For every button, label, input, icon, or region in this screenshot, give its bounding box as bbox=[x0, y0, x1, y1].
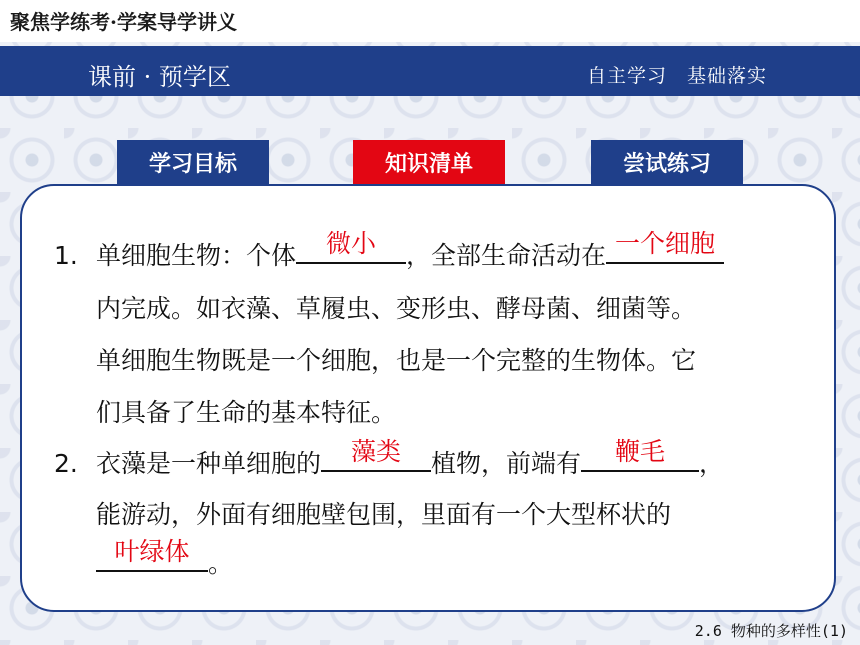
item2-text-c: ， bbox=[699, 449, 725, 478]
item2-blank-b bbox=[581, 437, 699, 472]
item1-answer-a: 微小 bbox=[326, 229, 377, 258]
item2-text-b: 植物，前端有 bbox=[431, 449, 582, 478]
item2-line2: 能游动，外面有细胞壁包围，里面有一个大型杯状的 bbox=[96, 500, 672, 529]
section-banner bbox=[0, 46, 860, 96]
section-subtitle: 自主学习 基础落实 bbox=[587, 65, 768, 87]
item2-number: 2. bbox=[54, 449, 78, 478]
item1-text-a: 单细胞生物：个体 bbox=[96, 241, 297, 270]
item1-line4: 们具备了生命的基本特征。 bbox=[96, 398, 397, 427]
item2-text-d: 。 bbox=[208, 549, 234, 578]
page-footer-label: 2.6 物种的多样性(1) bbox=[694, 622, 848, 640]
item1-answer-b: 一个细胞 bbox=[615, 229, 716, 258]
tab-practice[interactable]: 尝试练习 bbox=[591, 140, 743, 185]
item1-line3: 单细胞生物既是一个细胞，也是一个完整的生物体。它 bbox=[96, 346, 697, 375]
item2-text-a: 衣藻是一种单细胞的 bbox=[96, 449, 322, 478]
item2-answer-a: 藻类 bbox=[351, 437, 402, 466]
item1-line2: 内完成。如衣藻、草履虫、变形虫、酵母菌、细菌等。 bbox=[96, 294, 697, 323]
item2-line1 bbox=[54, 437, 725, 480]
item1-blank-a bbox=[296, 229, 406, 264]
section-title: 课前 · 预学区 bbox=[88, 63, 231, 91]
item1-number: 1. bbox=[54, 241, 78, 270]
document-title: 聚焦学练考·学案导学讲义 bbox=[10, 10, 237, 34]
item2-line3 bbox=[96, 537, 234, 580]
tab-knowledge-list[interactable]: 知识清单 bbox=[353, 140, 505, 185]
tab-learning-goals[interactable]: 学习目标 bbox=[117, 140, 269, 185]
item1-blank-b bbox=[606, 229, 724, 264]
item2-blank-a bbox=[321, 437, 431, 472]
item2-blank-c bbox=[96, 537, 208, 572]
item1-text-b: ，全部生命活动在 bbox=[406, 241, 607, 270]
item2-answer-b: 鞭毛 bbox=[615, 437, 666, 466]
item1-line1 bbox=[54, 229, 724, 272]
item2-answer-c: 叶绿体 bbox=[114, 537, 190, 566]
top-strip bbox=[0, 0, 860, 42]
